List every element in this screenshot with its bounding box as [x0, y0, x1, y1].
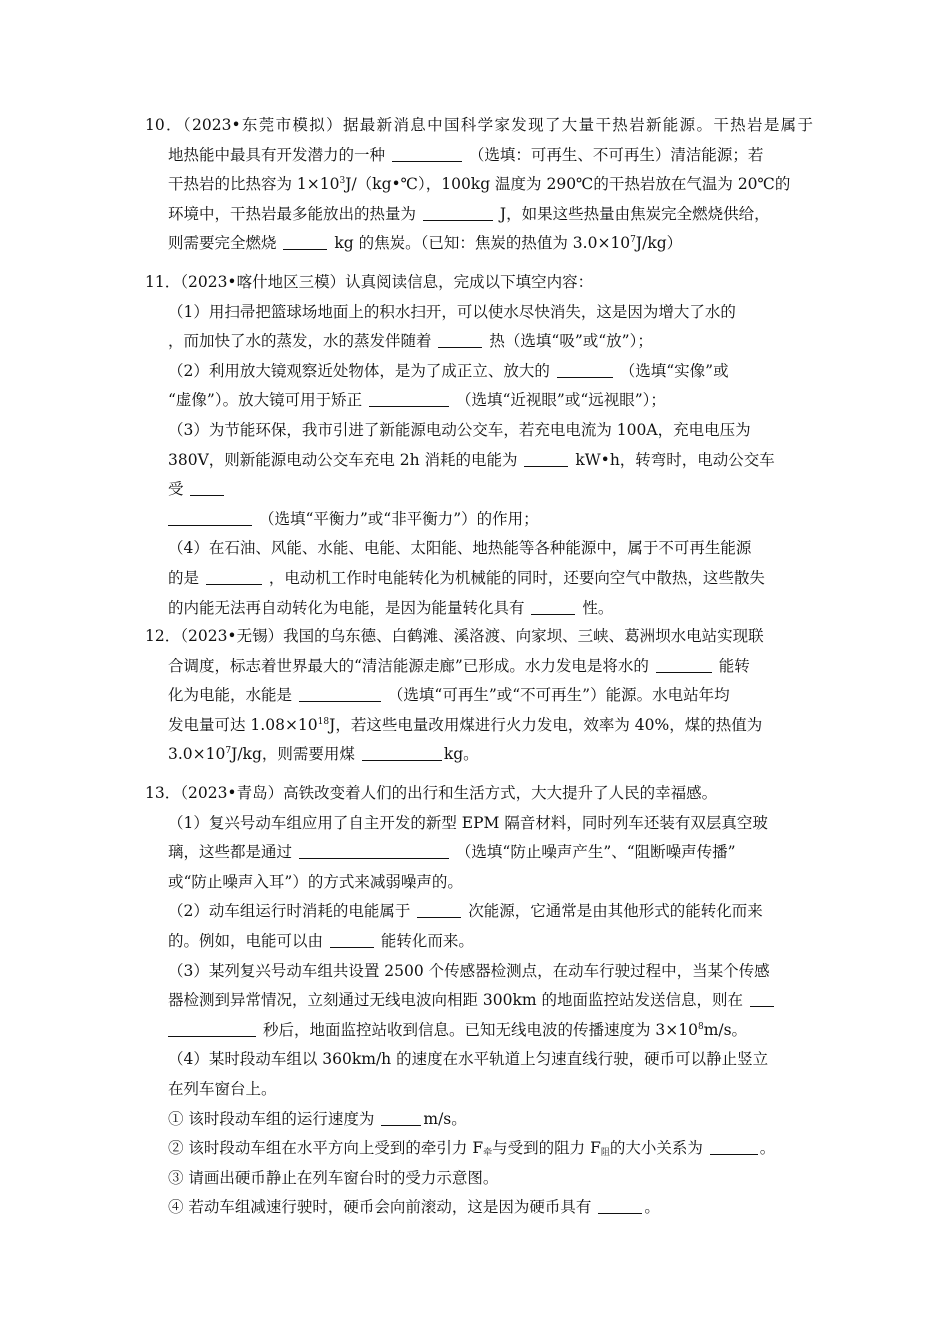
answer-blank[interactable] — [168, 510, 252, 526]
question-number: 13． — [145, 784, 181, 802]
question-12: 12．（2023•无锡）我国的乌东德、白鹤滩、溪洛渡、向家坝、三峡、葛洲坝水电站实现联 合调度，标志着世界最大的“清洁能源走廊”已形成。水力发电是将水的 能转 化为电能，水能是 （选填“可再生”或“不可再生”）能源。水电站年均 发电量可达 $1.08\times 10^{18}J$，若这些电量改用煤进行火力发电，效率为 40%，煤的热值为 $3.0\times 10^7J/kg$，则需要用煤 kg。 — [145, 627, 764, 764]
answer-blank[interactable] — [190, 480, 224, 496]
question-source: （2023•喀什地区三模） — [180, 273, 346, 291]
answer-blank[interactable] — [423, 205, 493, 221]
question-13: 13．（2023•青岛）高铁改变着人们的出行和生活方式，大大提升了人民的幸福感。 （1）复兴号动车组应用了自主开发的新型 EPM 隔音材料，同时列车还装有双层真空玻 璃，这些都是通过 （选填“防止噪声产生”、“阻断噪声传播” 或“防止噪声入耳”）的方式来减弱噪声的。 （2）动车组运行时消耗的电能属于 次能源，它通常是由其他形式的能转化而来 的。例如，电能可以由 能转化而来。 （3）某列复兴号动车组共设置 2500 个传感器检测点，在动车行驶过程中，当某个传感 器检测到异常情况，立刻通过无线电波向相距 300km 的地面监控站发送信息，则在 秒后，地面监控站收到信息。已知无线电波的传播速度为 $3\times 10^8m/s$。 （4）某时段动车组以 360km/h 的速度在水平轨道上匀速直线行驶，硬币可以静止竖立 在列车窗台上。 ① 该时段动车组的运行速度为 m/s。 ② 该时段动车组在水平方向上受到的牵引力 $F_牵$与受到的阻力 $F_阻$的大小关系为 。 ③ 请画出硬币静止在列车窗台时的受力示意图。 ④ 若动车组减速行驶时，硬币会向前滚动，这是因为硬币具有 。 — [145, 784, 776, 1217]
answer-blank[interactable] — [750, 991, 774, 1007]
answer-blank[interactable] — [531, 599, 575, 615]
question-source: （2023•东莞市模拟） — [182, 116, 343, 134]
answer-blank[interactable] — [168, 1021, 256, 1037]
answer-blank[interactable] — [283, 234, 327, 250]
answer-blank[interactable] — [417, 902, 461, 918]
question-number: 12． — [145, 627, 181, 645]
answer-blank[interactable] — [392, 146, 462, 162]
answer-blank[interactable] — [598, 1198, 642, 1214]
question-number: 10． — [145, 116, 183, 134]
answer-blank[interactable] — [656, 657, 712, 673]
answer-blank[interactable] — [381, 1110, 421, 1126]
answer-blank[interactable] — [710, 1139, 758, 1155]
answer-blank[interactable] — [206, 569, 262, 585]
question-source: （2023•青岛） — [180, 784, 284, 802]
answer-blank[interactable] — [557, 362, 613, 378]
question-11: 11．（2023•喀什地区三模）认真阅读信息，完成以下填空内容： （1）用扫帚把篮球场地面上的积水扫开，可以使水尽快消失，这是因为增大了水的 ，而加快了水的蒸发，水的蒸发伴随着 热（选填“吸”或“放”）； （2）利用放大镜观察近处物体，是为了成正立、放大的 （选填“实像”或 “虚像”）。放大镜可用于矫正 （选填“近视眼”或“远视眼”）； （3）为节能环保，我市引进了新能源电动公交车，若充电电流为 100A，充电电压为 380V，则新能源电动公交车充电 2h 消耗的电能为 kW•h，转弯时，电动公交车 受 （选填“平衡力”或“非平衡力”）的作用； （4）在石油、风能、水能、电能、太阳能、地热能等各种能源中，属于不可再生能源 的是 ，电动机工作时电能转化为机械能的同时，还要向空气中散热，这些散失 的内能无法再自动转化为电能，是因为能量转化具有 性。 — [145, 273, 775, 617]
answer-blank[interactable] — [524, 451, 568, 467]
answer-blank[interactable] — [299, 686, 381, 702]
question-source: （2023•无锡） — [180, 627, 284, 645]
answer-blank[interactable] — [330, 932, 374, 948]
answer-blank[interactable] — [299, 843, 449, 859]
answer-blank[interactable] — [369, 391, 449, 407]
answer-blank[interactable] — [362, 745, 442, 761]
answer-blank[interactable] — [438, 332, 482, 348]
question-10: 10．（2023•东莞市模拟）据最新消息中国科学家发现了大量干热岩新能源。干热岩是属于 地热能中最具有开发潜力的一种 （选填：可再生、不可再生）清洁能源；若 干热岩的比热容为 $1\times 10^3J/(kg•℃)$，100kg 温度为 290℃的干热岩放在气温为 20℃的 环境中，干热岩最多能放出的热量为 J，如果这些热量由焦炭完全燃烧供给， 则需要完全燃烧 kg 的焦炭。（已知：焦炭的热值为 $3.0\times 10^7J/kg$） — [145, 116, 813, 253]
question-number: 11． — [145, 273, 181, 291]
